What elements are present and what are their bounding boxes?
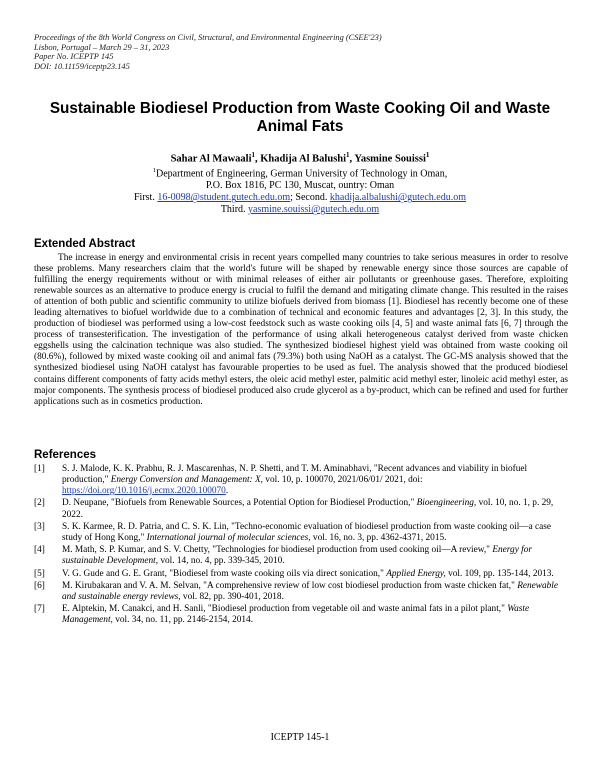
author-3: Yasmine Souissi <box>354 153 426 165</box>
header-line-4: DOI: 10.11159/iceptp23.145 <box>34 61 130 71</box>
reference-number: [5] <box>34 568 45 579</box>
reference-text <box>62 498 568 520</box>
reference-authors-title: M. Kirubakaran and V. A. M. Selvan, "A comprehensive review of low cost biodiesel production from waste chicken fat," <box>62 580 518 591</box>
author-3-sup: 1 <box>425 151 430 159</box>
references-heading: References <box>34 449 97 461</box>
reference-item <box>34 464 568 497</box>
author-list <box>40 151 560 165</box>
reference-authors-title: E. Alptekin, M. Canakci, and H. Sanli, "Biodiesel production from vegetable oil and waste animal fats in a pilot plant," <box>62 604 508 615</box>
affiliation-sup: 1 <box>152 167 156 174</box>
reference-text <box>62 569 568 580</box>
reference-item <box>34 581 568 603</box>
reference-number: [1] <box>34 464 45 474</box>
reference-item <box>34 569 568 580</box>
reference-text <box>62 581 568 603</box>
reference-text <box>62 545 568 567</box>
reference-details: vol. 14, no. 4, pp. 339-345, 2010. <box>158 556 285 567</box>
author-1-sup: 1 <box>251 151 255 159</box>
reference-text <box>62 522 568 544</box>
reference-item <box>34 498 568 520</box>
reference-journal: Applied Energy, <box>386 568 446 579</box>
page-footer: ICEPTP 145-1 <box>270 732 330 743</box>
second-email-label: ; Second. <box>290 192 328 204</box>
abstract-body <box>34 253 568 408</box>
reference-details: vol. 16, no. 3, pp. 4362-4371, 2015. <box>310 532 447 543</box>
reference-journal: International journal of molecular sciences, <box>146 532 311 543</box>
affiliation-line-1: Department of Engineering, German University of Technology in Oman, <box>155 168 448 180</box>
reference-journal: Energy Conversion and Management: X, <box>110 475 263 486</box>
reference-number: [7] <box>34 604 45 615</box>
reference-authors-title: S. K. Karmee, R. D. Patria, and C. S. K. Lin, "Techno-economic evaluation of biodiesel production from waste cooking oil—a case study of Hong Kong," <box>62 521 552 543</box>
reference-authors-title: S. J. Malode, K. K. Prabhu, R. J. Mascarenhas, N. P. Shetti, and T. M. Aminabhavi, "Recent advances and viability in biofuel production," <box>62 464 528 486</box>
abstract-paragraph: The increase in energy and environmental crisis in recent years compelled many countries to take serious measures in order to resolve these problems. Many researchers claim that the world's future will be shaped by renewable energy since those sources are capable of fulfilling the energy requirements without or with minimal releases of either air pollutants or greenhouse gases. Therefore, exploiting renewable sources as an alternative to produce energy is crucial to fulfil the demand and mitigating climate change. This resulted in the raises of attention of both public and scientific community to utilize biofuels derived from biomass [1]. Biodiesel has recently become one of these leading alternatives to biofuel worldwide due to a combination of technical and economic features and advantages [2, 3]. In this study, the production of biodiesel was performed using a low-cost feedstock such as waste cooking oils [4, 5] and waste animal fats [6, 7] through the process of transesterification. The investigation of the performance of using alkali heterogeneous catalyst derived from waste chicken eggshells using the calcination technique was also studied. The synthesized biodiesel highest yield was obtained from waste cooking oil (80.6%), followed by mixed waste cooking oil and animal fats (79.3%) both using NaOH as a catalyst. The GC-MS analysis showed that the synthesized biodiesel using NaOH catalyst has favourable properties to be used as fuel. The analysis showed that the produced biodiesel contains different components of fatty acids methyl esters, the oleic acid methyl ester, palmitic acid methyl ester, linoleic acid methyl ester, as major components. The synthesis process of biodiesel produced also crude glycerol as a by-product, which can be refined and used for further applications such as in cosmetics production. <box>34 253 568 407</box>
first-email-label: First. <box>134 192 155 204</box>
reference-text <box>62 464 568 497</box>
reference-number: [2] <box>34 498 45 509</box>
reference-authors-title: V. G. Gude and G. E. Grant, "Biodiesel from waste cooking oils via direct sonication," <box>62 568 387 579</box>
proceedings-header <box>34 33 382 71</box>
reference-journal: Waste Management, <box>62 604 530 626</box>
reference-details: vol. 10, p. 100070, 2021/06/01/ 2021, doi: <box>262 475 423 486</box>
paper-title: Sustainable Biodiesel Production from Waste Cooking Oil and Waste Animal Fats <box>49 100 551 135</box>
reference-number: [3] <box>34 521 45 532</box>
reference-number: [4] <box>34 545 45 556</box>
author-1: Sahar Al Mawaali <box>170 153 252 165</box>
author-2-sup: 1 <box>346 151 350 159</box>
affiliation <box>40 165 560 216</box>
first-email-link[interactable]: 16-0098@student.gutech.edu.om <box>157 192 291 204</box>
reference-item <box>34 545 568 567</box>
second-email-link[interactable]: khadija.albalushi@gutech.edu.om <box>329 192 466 204</box>
reference-details: vol. 82, pp. 390-401, 2018. <box>180 591 284 602</box>
reference-item <box>34 604 568 626</box>
reference-authors-title: M. Math, S. P. Kumar, and S. V. Chetty, "Technologies for biodiesel production from used cooking oil—A review," <box>62 545 493 556</box>
header-line-2: Lisbon, Portugal – March 29 – 31, 2023 <box>34 42 170 52</box>
reference-doi-link[interactable]: https://doi.org/10.1016/j.ecmx.2020.100070 <box>62 486 226 497</box>
reference-details: vol. 34, no. 11, pp. 2146-2154, 2014. <box>112 615 254 626</box>
reference-details: vol. 109, pp. 135-144, 2013. <box>445 568 554 579</box>
reference-authors-title: D. Neupane, "Biofuels from Renewable Sources, a Potential Option for Biodiesel Production," <box>62 498 417 509</box>
author-2: Khadija Al Balushi <box>260 153 347 165</box>
third-email-link[interactable]: yasmine.souissi@gutech.edu.om <box>248 204 380 216</box>
reference-journal: Bioengineering, <box>416 498 477 509</box>
author-sep-2: , <box>349 153 355 165</box>
abstract-heading: Extended Abstract <box>34 238 136 250</box>
reference-number: [6] <box>34 580 45 591</box>
header-line-3: Paper No. ICEPTP 145 <box>34 52 114 62</box>
author-sep-1: , <box>255 153 261 165</box>
reference-end: . <box>225 486 229 497</box>
reference-item <box>34 522 568 544</box>
third-email-label: Third. <box>220 204 246 216</box>
header-line-1: Proceedings of the 8th World Congress on Civil, Structural, and Environmental Engineering (CSEE'23) <box>34 33 382 42</box>
reference-details: vol. 10, no. 1, p. 29, 2022. <box>62 498 554 520</box>
affiliation-line-2: P.O. Box 1816, PC 130, Muscat, ountry: Oman <box>205 180 395 192</box>
reference-text <box>62 604 568 626</box>
reference-journal: Energy for sustainable Development, <box>62 545 532 567</box>
references-list <box>34 464 568 628</box>
reference-journal: Renewable and sustainable energy reviews, <box>62 580 558 602</box>
